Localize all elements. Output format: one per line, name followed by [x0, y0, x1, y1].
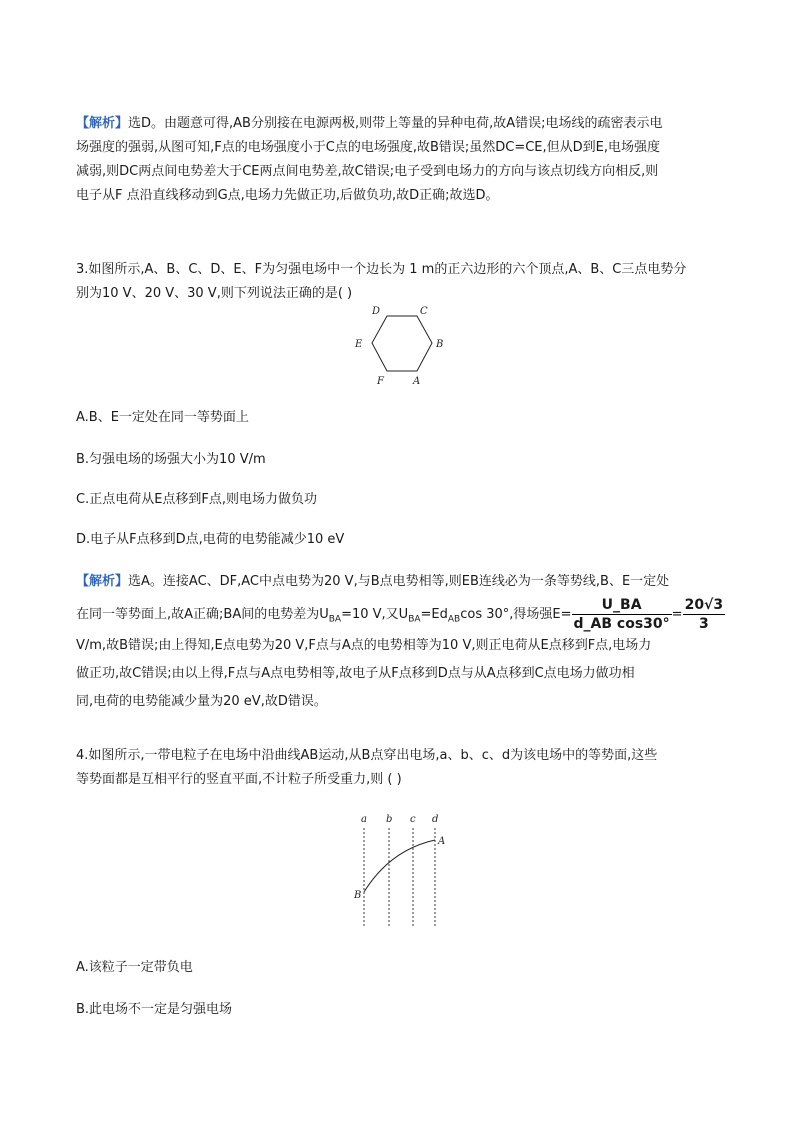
hexagon-label-d: D [372, 306, 381, 317]
result-fraction: $\frac{20√3}{3}$ [684, 597, 724, 632]
analysis-label: 【解析】 [76, 116, 129, 131]
point-label-b: B [354, 890, 362, 901]
analysis-1-line: 电子从F 点沿直线移动到G点,电场力先做正功,后做负功,故D正确;故选D。 [76, 188, 499, 203]
field-strength-fraction: $\frac{U\_BA}{\text{d\_AB cos30°}}$ [573, 597, 670, 632]
hexagon-label-f: F [377, 376, 384, 387]
question-4-option-b: B.此电场不一定是匀强电场 [76, 1002, 233, 1017]
equipotential-figure [350, 810, 460, 930]
plane-label-c: c [410, 814, 416, 825]
question-4-option-a: A.该粒子一定带负电 [76, 960, 193, 975]
analysis-2-line: 做正功,故C错误;由以上得,F点与A点电势相等,故电子从F点移到D点与从A点移到C点电场力做功相 [76, 666, 635, 681]
analysis-2-line: 【解析】选A。连接AC、DF,AC中点电势为20 V,与B点电势相等,则EB连线必为一条等势线,B、E一定处 [76, 574, 670, 589]
question-3-option-a: A.B、E一定处在同一等势面上 [76, 410, 249, 425]
question-3-line: 别为10 V、20 V、30 V,则下列说法正确的是( ) [76, 286, 353, 301]
plane-label-d: d [432, 814, 439, 825]
hexagon-label-a: A [413, 376, 421, 387]
question-4-line: 4.如图所示,一带电粒子在电场中沿曲线AB运动,从B点穿出电场,a、b、c、d为该电场中的等势面,这些 [76, 748, 658, 763]
analysis-2 [76, 568, 736, 716]
analysis-2-formula-line: 在同一等势面上,故A正确;BA间的电势差为$U_{BA}=10$ V,又$U_{BA}=Ed_{AB}\cos$ 30°,得场强E= $\frac{U\_BA}{\text{d\_AB cos30°}}$ = $\frac{20√3}{3}$ [76, 597, 724, 632]
hexagon-label-c: C [420, 306, 428, 317]
hexagon-label-b: B [436, 339, 444, 350]
point-label-a: A [438, 836, 446, 847]
question-3-option-c: C.正点电荷从E点移到F点,则电场力做负功 [76, 492, 318, 507]
analysis-1-line: 减弱,则DC两点间电势差大于CE两点间电势差,故C错误;电子受到电场力的方向与该点切线方向相反,则 [76, 164, 659, 179]
analysis-1-line: 场强度的强弱,从图可知,F点的电场强度小于C点的电场强度,故B错误;虽然DC=CE,但从D到E,电场强度 [76, 140, 661, 155]
plane-label-b: b [386, 814, 393, 825]
question-4-stem [76, 744, 726, 792]
hexagon-figure [340, 298, 460, 390]
hexagon-label-e: E [355, 339, 363, 350]
question-4-line: 等势面都是互相平行的竖直平面,不计粒子所受重力,则 ( ) [76, 772, 402, 787]
analysis-1 [76, 112, 726, 208]
analysis-2-line: V/m,故B错误;由上得知,E点电势为20 V,F点与A点的电势相等为10 V,则正电荷从E点移到F点,电场力 [76, 638, 652, 653]
plane-label-a: a [361, 814, 367, 825]
analysis-2-line: 同,电荷的电势能减少量为20 eV,故D错误。 [76, 694, 327, 709]
question-3-option-d: D.电子从F点移到D点,电荷的电势能减少10 eV [76, 532, 345, 547]
analysis-label: 【解析】 [76, 574, 129, 589]
analysis-1-line: 【解析】选D。由题意可得,AB分别接在电源两极,则带上等量的异种电荷,故A错误;电场线的疏密表示电 [76, 116, 663, 131]
question-3-option-b: B.匀强电场的场强大小为10 V/m [76, 452, 266, 467]
question-3-line: 3.如图所示,A、B、C、D、E、F为匀强电场中一个边长为 1 m的正六边形的六个顶点,A、B、C三点电势分 [76, 262, 687, 277]
